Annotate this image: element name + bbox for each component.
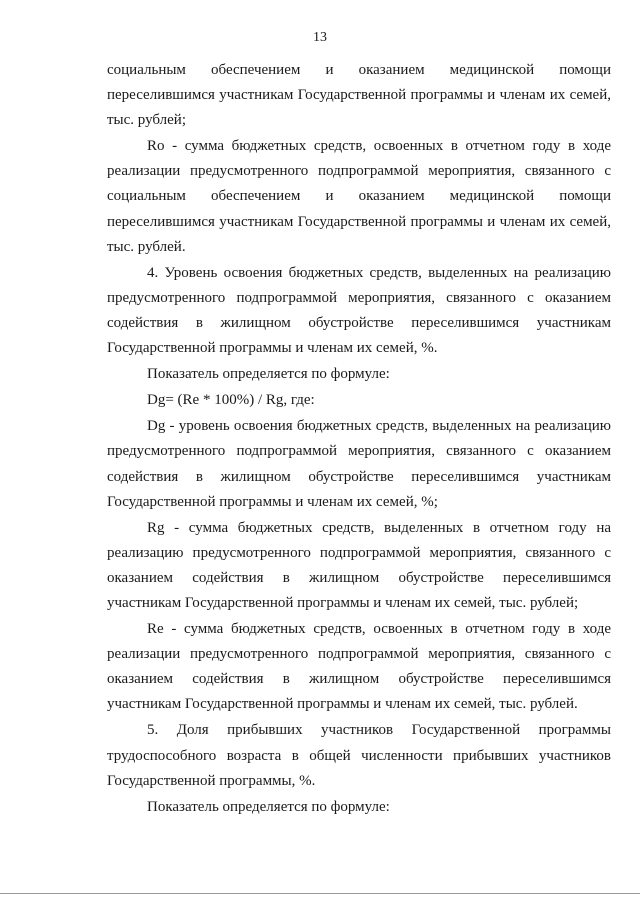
paragraph-ro-definition: Ro - сумма бюджетных средств, освоенных в отчетном году в ходе реализации предусмотренного подпрограммой мероприятия, связанного с социальным обеспечением и оказанием медицинской помощи переселившимся участникам Государственной программы и членам их семей, тыс. рублей. [107,138,611,255]
paragraph-continuation: социальным обеспечением и оказанием медицинской помощи переселившимся участникам Государственной программы и членам их семей, тыс. рублей; [107,62,611,129]
paragraph-formula-intro-2: Показатель определяется по формуле: [147,798,390,815]
paragraph-formula-dg: Dg= (Re * 100%) / Rg, где: [147,392,315,409]
page-body [107,58,611,820]
page-bottom-edge [0,893,640,894]
paragraph-indicator-5: 5. Доля прибывших участников Государственной программы трудоспособного возраста в общей численности прибывших участников Государственной программы, %. [107,722,611,789]
paragraph-dg-definition: Dg - уровень освоения бюджетных средств, выделенных на реализацию предусмотренного подпрограммой мероприятия, связанного с оказанием содействия в жилищном обустройстве переселившимся участникам Государственной программы и членам их семей, %; [107,418,611,510]
page-number: 13 [313,30,327,45]
paragraph-re-definition: Re - сумма бюджетных средств, освоенных в отчетном году в ходе реализации предусмотренного подпрограммой мероприятия, связанного с оказанием содействия в жилищном обустройстве переселившимся участникам Государственной программы и членам их семей, тыс. рублей. [107,621,611,713]
paragraph-indicator-4: 4. Уровень освоения бюджетных средств, выделенных на реализацию предусмотренного подпрограммой мероприятия, связанного с оказанием содействия в жилищном обустройстве переселившимся участникам Государственной программы и членам их семей, %. [107,264,611,357]
paragraph-formula-intro: Показатель определяется по формуле: [147,366,390,383]
paragraph-rg-definition: Rg - сумма бюджетных средств, выделенных в отчетном году на реализацию предусмотренного подпрограммой мероприятия, связанного с оказанием содействия в жилищном обустройстве переселившимся участникам Государственной программы и членам их семей, тыс. рублей; [107,519,611,611]
